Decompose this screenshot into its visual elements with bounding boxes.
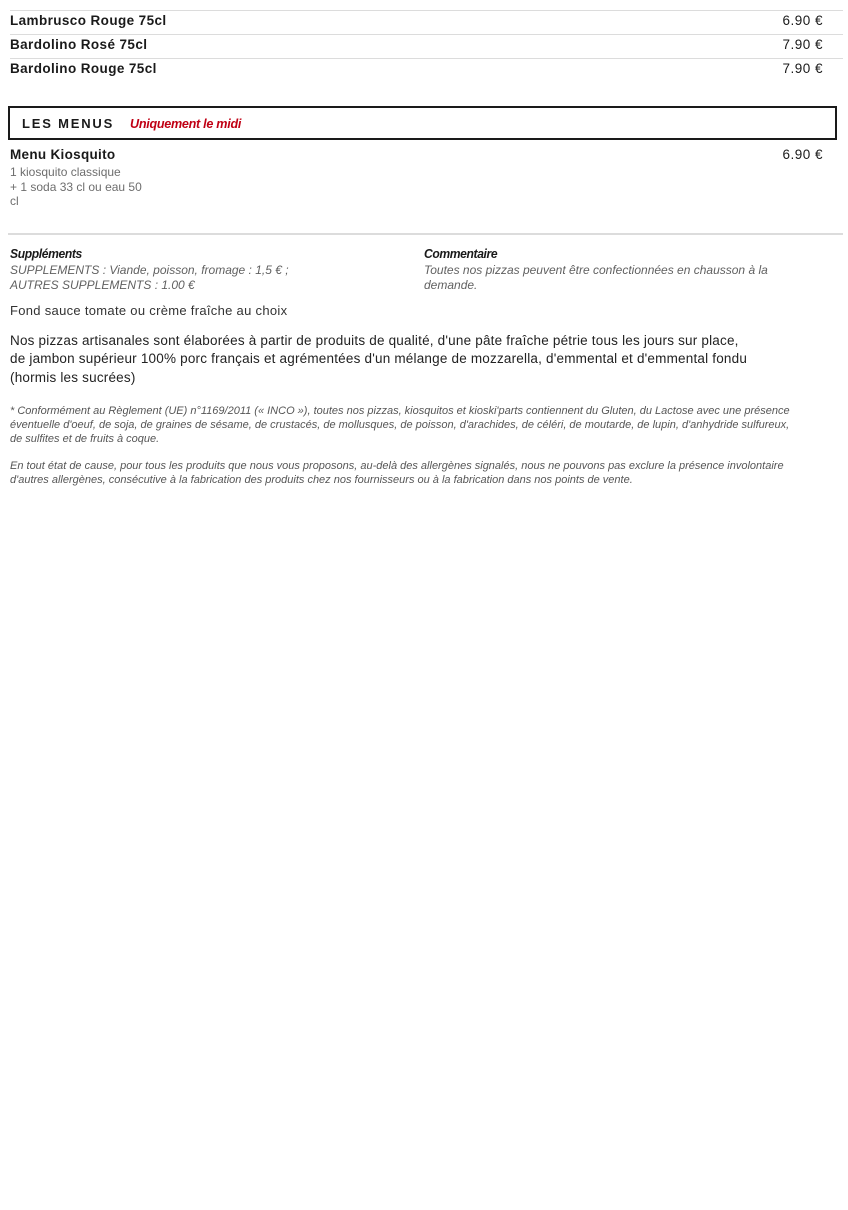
- allergen-notes: [10, 404, 840, 487]
- supplements-line: SUPPLEMENTS : Viande, poisson, fromage : 1,5 € ;: [10, 262, 289, 277]
- comment-title: Commentaire: [424, 246, 498, 261]
- item-price: 7.90 €: [782, 37, 823, 52]
- item-name: Bardolino Rosé 75cl: [10, 37, 148, 52]
- menu-item-row: [10, 58, 843, 82]
- allergen-line: éventuelle d'oeuf, de soja, de graines de sésame, de crustacés, de mollusques, de poisson, d'arachides, de céléri, de moutarde, de lupin, d'anhydride sulfureux,: [10, 419, 790, 431]
- allergen-line: En tout état de cause, pour tous les produits que nous vous proposons, au-delà des allergènes signalés, nous ne pouvons pas exclure la présence involontaire: [10, 460, 784, 472]
- item-description: [10, 165, 843, 209]
- menu-item-kiosquito: [10, 147, 843, 209]
- allergen-paragraph-2: [10, 459, 840, 487]
- les-menus-header-box: [8, 106, 837, 140]
- allergen-paragraph-1: [10, 404, 840, 446]
- base-sauce-note: Fond sauce tomate ou crème fraîche au choix: [10, 302, 288, 318]
- item-name: Lambrusco Rouge 75cl: [10, 13, 167, 28]
- wine-list: [10, 10, 843, 82]
- pizza-description-line: Nos pizzas artisanales sont élaborées à partir de produits de qualité, d'une pâte fraîche pétrie tous les jours sur place,: [10, 332, 739, 348]
- supplements-title: Suppléments: [10, 246, 82, 261]
- section-title: LES MENUS: [22, 115, 115, 131]
- allergen-line: * Conformément au Règlement (UE) n°1169/2011 (« INCO »), toutes nos pizzas, kiosquitos et kioski'parts contiennent du Gluten, du Lactose avec une présence: [10, 405, 790, 417]
- item-price: 7.90 €: [782, 61, 823, 76]
- allergen-line: de sulfites et de fruits à coque.: [10, 433, 160, 445]
- description-line: + 1 soda 33 cl ou eau 50: [10, 179, 142, 194]
- supplements-line: AUTRES SUPPLEMENTS : 1.00 €: [10, 277, 195, 292]
- comment-line: Toutes nos pizzas peuvent être confectionnées en chausson à la: [424, 262, 768, 277]
- comment-column: [424, 247, 848, 293]
- supplements-body: [10, 263, 424, 293]
- item-name: Bardolino Rouge 75cl: [10, 61, 157, 76]
- section-divider: [8, 233, 843, 235]
- pizza-description: [10, 332, 843, 388]
- description-line: cl: [10, 194, 19, 208]
- menu-item-row: [10, 10, 843, 34]
- menu-item-head: [10, 147, 843, 162]
- pizza-description-line: (hormis les sucrées): [10, 369, 136, 385]
- comment-line: demande.: [424, 277, 478, 292]
- menu-item-row: [10, 34, 843, 58]
- menu-page: [0, 10, 848, 1210]
- comment-body: [424, 263, 834, 293]
- supplements-column: [10, 247, 424, 293]
- section-subtitle: Uniquement le midi: [130, 115, 242, 131]
- description-line: 1 kiosquito classique: [10, 165, 121, 179]
- item-price: 6.90 €: [782, 13, 823, 28]
- supplements-comment-section: [10, 247, 848, 293]
- allergen-line: d'autres allergènes, consécutive à la fabrication des produits chez nos fournisseurs ou à la fabrication dans nos points de vente.: [10, 474, 633, 486]
- item-name: Menu Kiosquito: [10, 147, 116, 162]
- pizza-description-line: de jambon supérieur 100% porc français et agrémentées d'un mélange de mozzarella, d'emmental et d'emmental fondu: [10, 351, 748, 366]
- item-price: 6.90 €: [782, 147, 823, 162]
